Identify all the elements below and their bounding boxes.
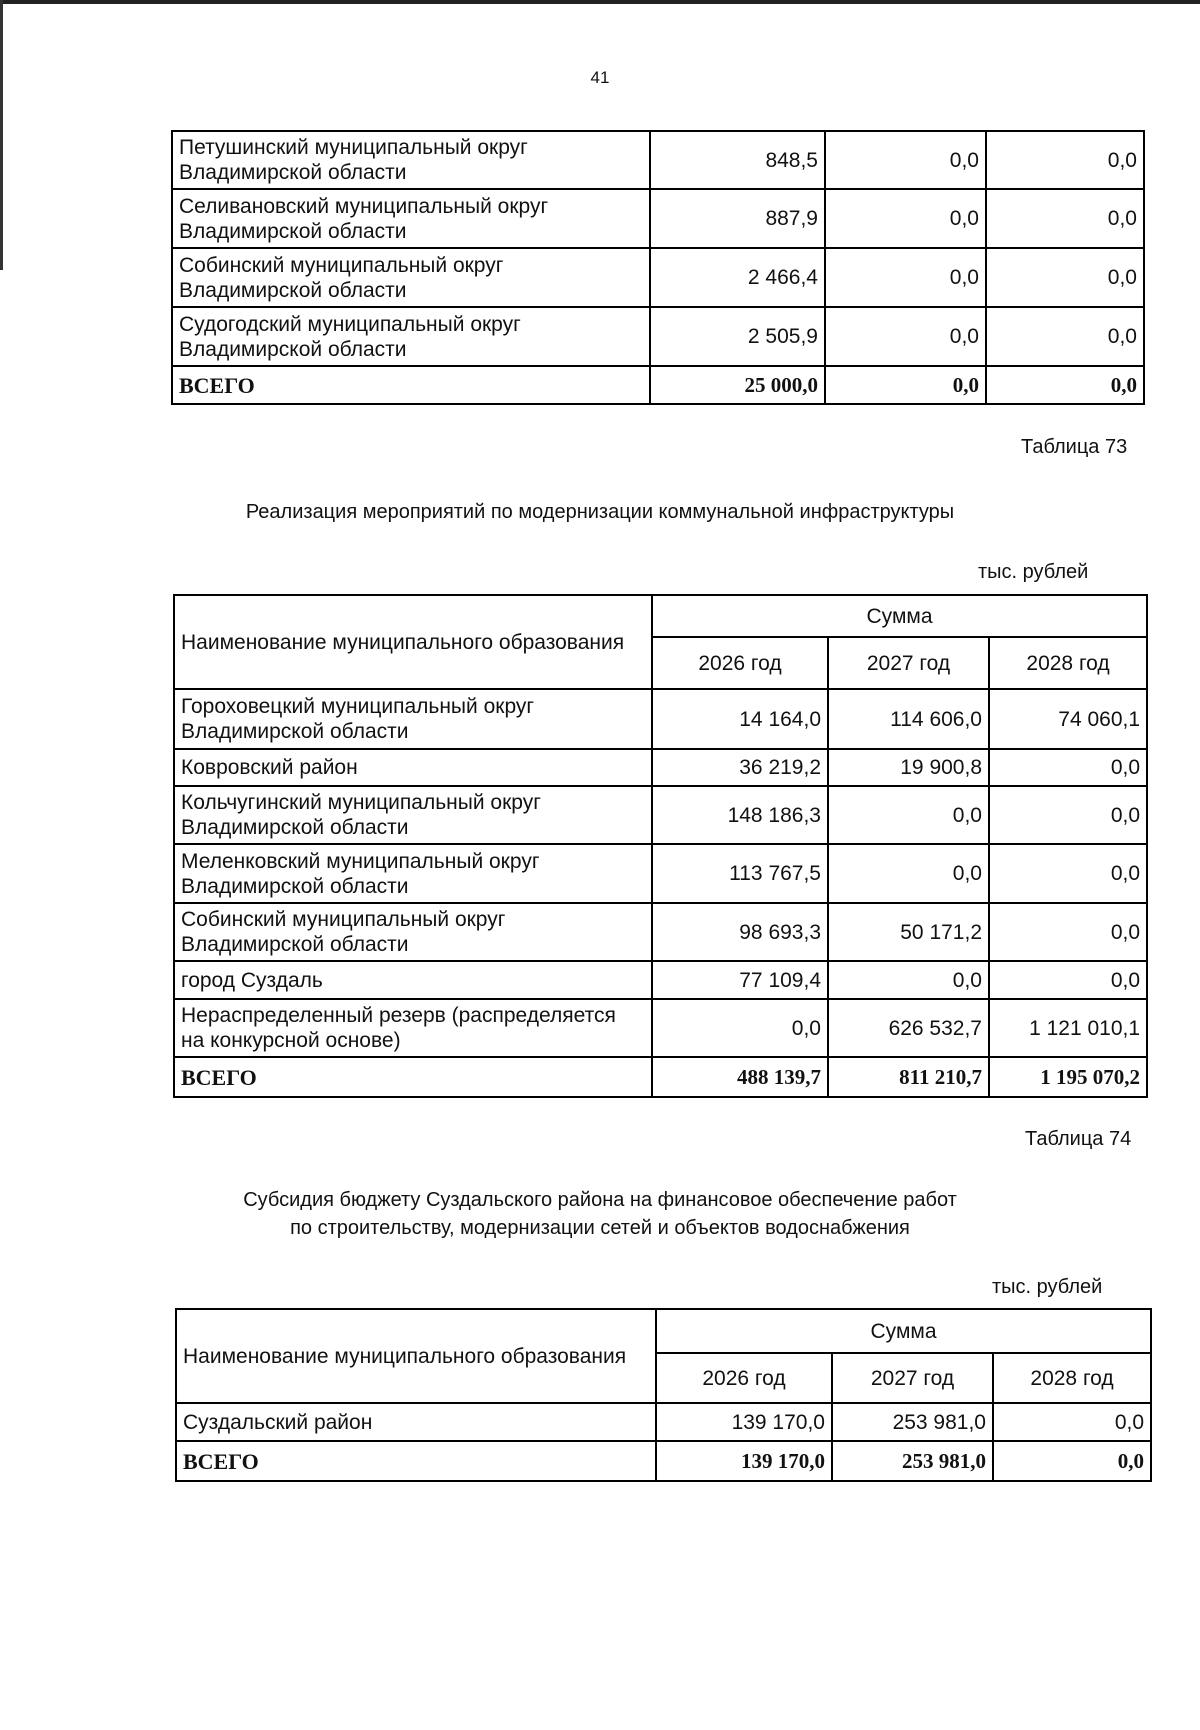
value-2026: 139 170,0	[656, 1403, 832, 1441]
total-2026: 488 139,7	[652, 1057, 828, 1097]
units-label: тыс. рублей	[992, 1276, 1103, 1298]
value-2026: 848,5	[650, 131, 825, 189]
value-2027: 0,0	[825, 307, 986, 366]
value-2028: 0,0	[986, 189, 1144, 248]
table-row	[172, 307, 1144, 366]
total-2028: 0,0	[986, 366, 1144, 404]
table-title: Реализация мероприятий по модернизации коммунальной инфраструктуры	[245, 501, 955, 523]
value-2028: 74 060,1	[989, 689, 1147, 749]
table-row	[174, 844, 1147, 903]
table-row	[174, 961, 1147, 999]
table-row	[176, 1403, 1151, 1441]
municipality-name: Меленковский муниципальный округ Владимирской области	[174, 844, 652, 903]
column-header-name: Наименование муниципального образования	[176, 1309, 656, 1403]
value-2026: 113 767,5	[652, 844, 828, 903]
column-header-sum: Сумма	[656, 1309, 1151, 1353]
table-73	[173, 594, 1148, 1098]
table-row	[174, 999, 1147, 1057]
table-number: Таблица 74	[1025, 1128, 1132, 1150]
value-2026: 0,0	[652, 999, 828, 1057]
table-row	[172, 248, 1144, 307]
value-2026: 98 693,3	[652, 903, 828, 961]
value-2027: 0,0	[825, 189, 986, 248]
total-label: ВСЕГО	[176, 1441, 656, 1481]
column-header-2026: 2026 год	[652, 637, 828, 689]
value-2026: 36 219,2	[652, 749, 828, 786]
value-2027: 253 981,0	[832, 1403, 993, 1441]
table-title-line: Субсидия бюджету Суздальского района на финансовое обеспечение работ	[243, 1189, 957, 1211]
value-2028: 0,0	[989, 749, 1147, 786]
total-2026: 139 170,0	[656, 1441, 832, 1481]
table-header-row	[176, 1309, 1151, 1353]
column-header-2028: 2028 год	[989, 637, 1147, 689]
value-2027: 114 606,0	[828, 689, 989, 749]
value-2027: 0,0	[825, 248, 986, 307]
total-2026: 25 000,0	[650, 366, 825, 404]
value-2026: 887,9	[650, 189, 825, 248]
municipality-name: Петушинский муниципальный округ Владимирской области	[172, 131, 650, 189]
total-row	[172, 366, 1144, 404]
table-row	[172, 189, 1144, 248]
municipality-name: Нераспределенный резерв (распределяется на конкурсной основе)	[174, 999, 652, 1057]
value-2027: 0,0	[828, 844, 989, 903]
total-2028: 0,0	[993, 1441, 1151, 1481]
municipality-name: Гороховецкий муниципальный округ Владимирской области	[174, 689, 652, 749]
units-label: тыс. рублей	[978, 561, 1089, 583]
value-2028: 0,0	[989, 961, 1147, 999]
column-header-2027: 2027 год	[828, 637, 989, 689]
municipality-name: Суздальский район	[176, 1403, 656, 1441]
page-number: 41	[590, 68, 610, 87]
column-header-name: Наименование муниципального образования	[174, 595, 652, 689]
municipality-name: Кольчугинский муниципальный округ Владимирской области	[174, 786, 652, 844]
total-label: ВСЕГО	[174, 1057, 652, 1097]
value-2026: 14 164,0	[652, 689, 828, 749]
municipality-name: Судогодский муниципальный округ Владимирской области	[172, 307, 650, 366]
value-2028: 1 121 010,1	[989, 999, 1147, 1057]
value-2027: 50 171,2	[828, 903, 989, 961]
table-row	[174, 786, 1147, 844]
value-2027: 0,0	[828, 961, 989, 999]
value-2028: 0,0	[986, 131, 1144, 189]
value-2028: 0,0	[989, 844, 1147, 903]
municipality-name: Селивановский муниципальный округ Владимирской области	[172, 189, 650, 248]
table-row	[174, 749, 1147, 786]
scan-edge-left	[0, 0, 3, 270]
total-2027: 253 981,0	[832, 1441, 993, 1481]
value-2026: 2 505,9	[650, 307, 825, 366]
municipality-name: Собинский муниципальный округ Владимирской области	[174, 903, 652, 961]
total-2028: 1 195 070,2	[989, 1057, 1147, 1097]
table-row	[174, 689, 1147, 749]
value-2027: 626 532,7	[828, 999, 989, 1057]
table-number: Таблица 73	[1021, 436, 1128, 458]
value-2027: 19 900,8	[828, 749, 989, 786]
total-label: ВСЕГО	[172, 366, 650, 404]
value-2026: 77 109,4	[652, 961, 828, 999]
table-title-line: по строительству, модернизации сетей и объектов водоснабжения	[290, 1217, 910, 1239]
value-2027: 0,0	[825, 131, 986, 189]
table-header-row	[174, 595, 1147, 637]
table-row	[174, 903, 1147, 961]
table-row	[172, 131, 1144, 189]
value-2027: 0,0	[828, 786, 989, 844]
table-continued	[171, 130, 1145, 405]
table-title	[0, 1186, 1200, 1242]
total-2027: 0,0	[825, 366, 986, 404]
municipality-name: Собинский муниципальный округ Владимирской области	[172, 248, 650, 307]
value-2028: 0,0	[989, 903, 1147, 961]
value-2028: 0,0	[993, 1403, 1151, 1441]
value-2026: 148 186,3	[652, 786, 828, 844]
value-2028: 0,0	[989, 786, 1147, 844]
total-row	[174, 1057, 1147, 1097]
total-2027: 811 210,7	[828, 1057, 989, 1097]
table-74	[175, 1308, 1152, 1482]
scan-edge-top	[0, 0, 1200, 4]
column-header-2026: 2026 год	[656, 1353, 832, 1403]
column-header-sum: Сумма	[652, 595, 1147, 637]
value-2028: 0,0	[986, 307, 1144, 366]
total-row	[176, 1441, 1151, 1481]
column-header-2027: 2027 год	[832, 1353, 993, 1403]
municipality-name: город Суздаль	[174, 961, 652, 999]
value-2026: 2 466,4	[650, 248, 825, 307]
municipality-name: Ковровский район	[174, 749, 652, 786]
value-2028: 0,0	[986, 248, 1144, 307]
column-header-2028: 2028 год	[993, 1353, 1151, 1403]
